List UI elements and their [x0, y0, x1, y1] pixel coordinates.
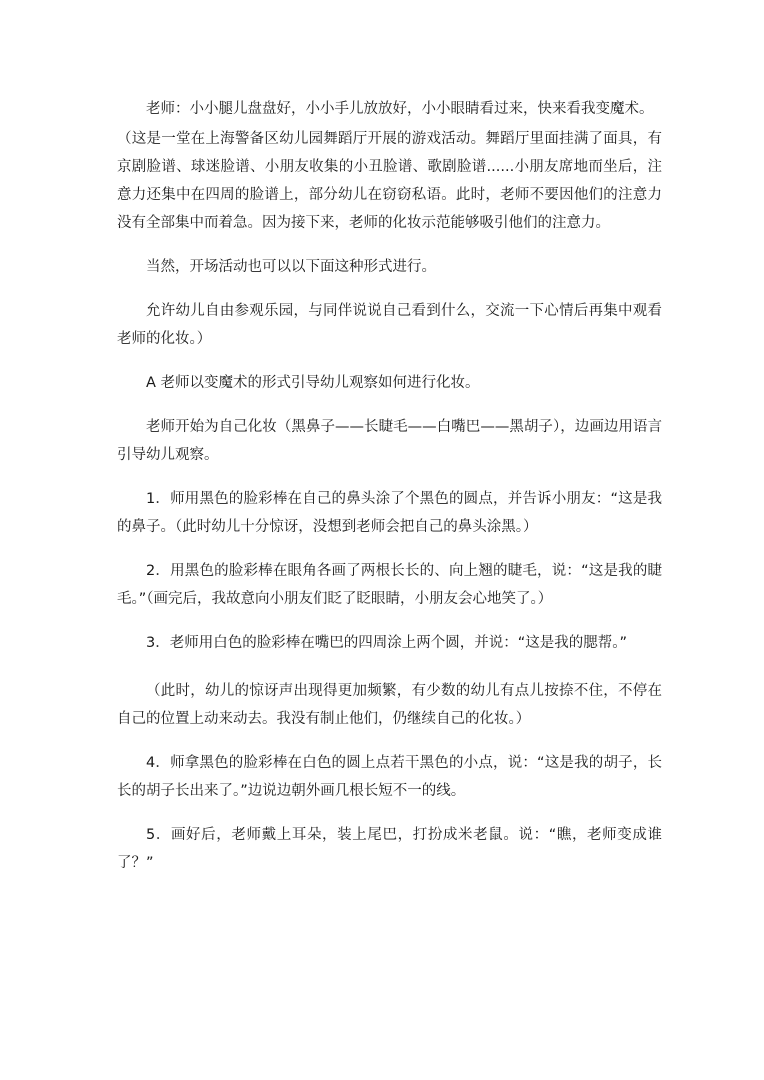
document-body — [117, 95, 662, 877]
paragraph-activity-context: （这是一堂在上海警备区幼儿园舞蹈厅开展的游戏活动。舞蹈厅里面挂满了面具，有京剧脸谱、球迷脸谱、小朋友收集的小丑脸谱、歌剧脸谱......小朋友席地而坐后，注意力还集中在四周的脸谱上，部分幼儿在窃窃私语。此时，老师不要因他们的注意力没有全部集中而着急。因为接下来，老师的化妆示范能够吸引他们的注意力。 — [117, 131, 662, 231]
paragraph-step-2-eyelashes: 2．用黑色的脸彩棒在眼角各画了两根长长的、向上翘的睫毛，说：“这是我的睫毛。”（画完后，我故意向小朋友们眨了眨眼睛，小朋友会心地笑了。） — [117, 563, 662, 607]
paragraph-makeup-overview: 老师开始为自己化妆（黑鼻子——长睫毛——白嘴巴——黑胡子），边画边用语言引导幼儿观察。 — [117, 419, 662, 463]
paragraph-section-a-heading: A 老师以变魔术的形式引导幼儿观察如何进行化妆。 — [146, 375, 480, 391]
paragraph-step-5-mouse: 5．画好后，老师戴上耳朵，装上尾巴，打扮成米老鼠。说：“瞧，老师变成谁了？” — [117, 827, 662, 871]
paragraph-children-reaction: （此时，幼儿的惊讶声出现得更加频繁，有少数的幼儿有点儿按捺不住，不停在自己的位置上动来动去。我没有制止他们，仍继续自己的化妆。） — [117, 683, 662, 727]
paragraph-step-3-cheeks: 3．老师用白色的脸彩棒在嘴巴的四周涂上两个圆，并说：“这是我的腮帮。” — [146, 635, 627, 651]
paragraph-opening-line: 老师：小小腿儿盘盘好，小小手儿放放好，小小眼睛看过来，快来看我变魔术。 — [146, 101, 654, 117]
paragraph-free-visit: 允许幼儿自由参观乐园，与同伴说说自己看到什么，交流一下心情后再集中观看老师的化妆。） — [117, 303, 662, 347]
paragraph-step-4-whiskers: 4．师拿黑色的脸彩棒在白色的圆上点若干黑色的小点，说：“这是我的胡子，长长的胡子长出来了。”边说边朝外画几根长短不一的线。 — [117, 755, 662, 799]
paragraph-alternative-opening: 当然，开场活动也可以以下面这种形式进行。 — [146, 259, 436, 275]
paragraph-step-1-nose: 1．师用黑色的脸彩棒在自己的鼻头涂了个黑色的圆点，并告诉小朋友：“这是我的鼻子。（此时幼儿十分惊讶，没想到老师会把自己的鼻头涂黑。） — [117, 491, 662, 535]
